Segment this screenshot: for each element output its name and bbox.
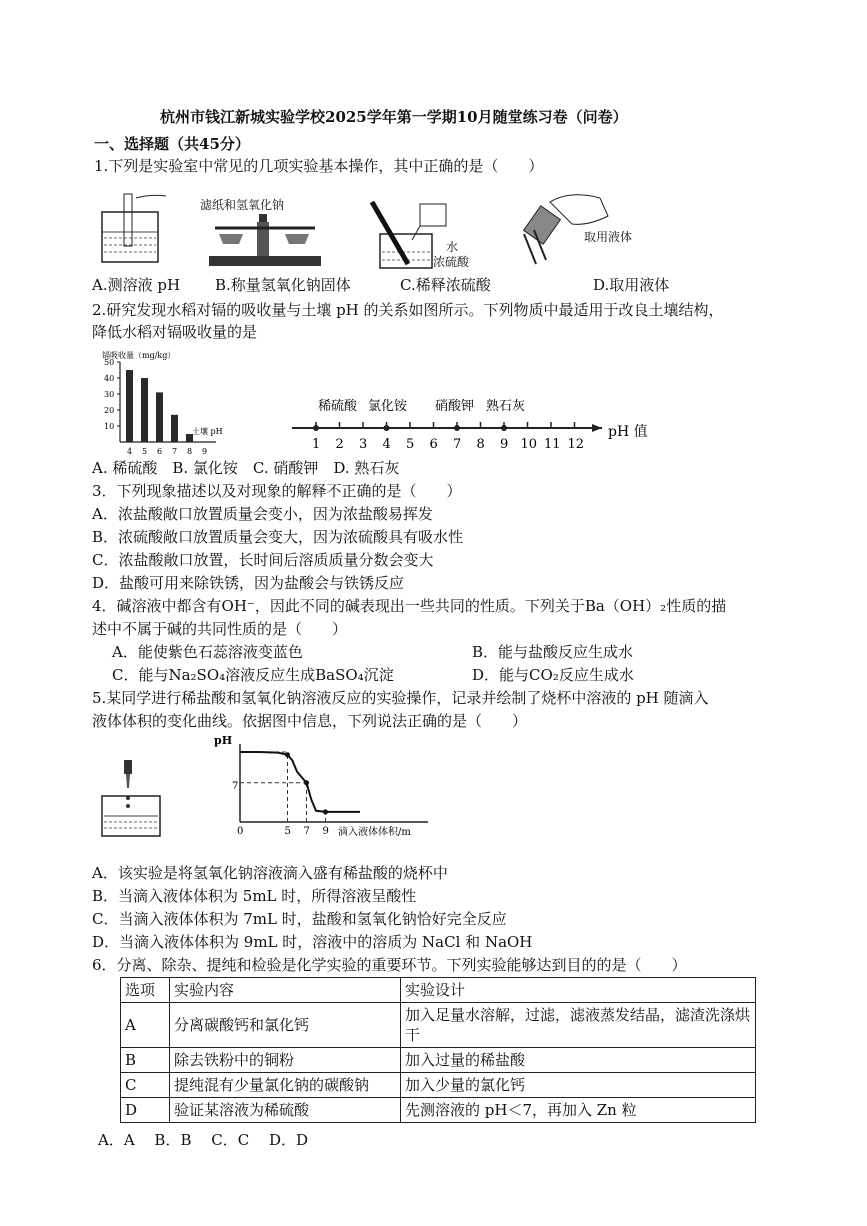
bar-chart-bar <box>171 415 178 442</box>
bar-chart-xtick-label: 4 <box>127 447 133 456</box>
ph-scale-label-2: 硝酸钾 <box>435 399 475 414</box>
line-chart-xtick-label: 0 <box>237 826 244 837</box>
q1-figure-c-label-acid: 浓硫酸 <box>433 255 470 269</box>
ph-scale-number: 5 <box>406 437 415 452</box>
table-cell: 验证某溶液为稀硫酸 <box>170 1098 401 1123</box>
table-cell: 加入少量的氯化钙 <box>401 1073 756 1098</box>
q1-figure-a <box>96 190 168 266</box>
q1-stem: 1.下列是实验室中常见的几项实验基本操作，其中正确的是（ ） <box>94 157 544 175</box>
table-cell: 先测溶液的 pH＜7，再加入 Zn 粒 <box>401 1098 756 1123</box>
q1-option-c: C.稀释浓硫酸 <box>400 276 491 294</box>
table-cell: B <box>121 1048 170 1073</box>
q4-stem-line2: 述中不属于碱的共同性质的是（ ） <box>92 620 348 638</box>
ph-scale-number: 3 <box>359 437 368 452</box>
q5-stem-line1: 5.某同学进行稀盐酸和氢氧化钠溶液反应的实验操作，记录并绘制了烧杯中溶液的 pH 随滴入 <box>92 689 709 707</box>
table-row <box>121 1003 756 1048</box>
q5-option-c: C．当滴入液体体积为 7mL 时，盐酸和氢氧化钠恰好完全反应 <box>92 910 507 928</box>
ph-scale-unit: pH 值 <box>608 424 648 440</box>
table-header-row <box>121 978 756 1003</box>
q3-stem: 3．下列现象描述以及对现象的解释不正确的是（ ） <box>92 482 462 500</box>
bar-chart-bar <box>141 378 148 442</box>
q3-option-a: A．浓盐酸敞口放置质量会变小，因为浓盐酸易挥发 <box>92 505 433 523</box>
line-chart-xtick-label: 9 <box>322 826 329 837</box>
bar-chart-xtick-label: 7 <box>172 447 178 456</box>
bar-chart-ytick-label: 40 <box>104 374 115 383</box>
line-chart-point <box>285 752 290 757</box>
q1-figure-c-label-water: 水 <box>446 240 459 254</box>
bar-chart-xlabel: 土壤 pH <box>192 427 223 436</box>
q5-option-d: D．当滴入液体体积为 9mL 时，溶液中的溶质为 NaCl 和 NaOH <box>92 933 533 951</box>
q1-figure-b <box>205 212 325 270</box>
q2-stem-line1: 2.研究发现水稻对镉的吸收量与土壤 pH 的关系如图所示。下列物质中最适用于改良土壤结构， <box>92 301 724 319</box>
q5-stem-line2: 液体体积的变化曲线。依据图中信息，下列说法正确的是（ ） <box>92 712 528 730</box>
bar-chart-ylabel: 镉吸收量（mg/kg） <box>102 351 176 360</box>
table-row <box>121 1048 756 1073</box>
ph-curve <box>240 752 360 812</box>
bar-chart-bar <box>156 392 163 442</box>
q5-option-b: B．当滴入液体体积为 5mL 时，所得溶液呈酸性 <box>92 887 417 905</box>
line-chart-xtick-label: 7 <box>303 826 310 837</box>
ph-scale-number: 10 <box>520 437 538 452</box>
table-row <box>121 1098 756 1123</box>
ph-scale-number: 8 <box>476 437 485 452</box>
table-cell: 加入足量水溶解，过滤，滤液蒸发结晶，滤渣洗涤烘干 <box>401 1003 756 1048</box>
ph-scale-number: 12 <box>567 437 585 452</box>
q3-option-b: B．浓硫酸敞口放置质量会变大，因为浓硫酸具有吸水性 <box>92 528 464 546</box>
q3-option-d: D．盐酸可用来除铁锈，因为盐酸会与铁锈反应 <box>92 574 405 592</box>
line-chart-ylabel: pH <box>214 734 233 747</box>
line-chart-xtick-label: 5 <box>284 826 291 837</box>
table-cell: A <box>121 1003 170 1048</box>
table-header-cell: 实验内容 <box>170 978 401 1003</box>
ph-titration-chart <box>212 732 452 840</box>
bar-chart-xtick-label: 5 <box>142 447 148 456</box>
q2-stem-line2: 降低水稻对镉吸收量的是 <box>92 323 258 341</box>
table-row <box>121 1073 756 1098</box>
line-chart-point <box>323 809 328 814</box>
ph-scale-label-0: 稀硫酸 <box>318 399 358 414</box>
ph-scale-point <box>501 425 507 431</box>
bar-chart-ytick-label: 10 <box>104 422 115 431</box>
ph-scale-number: 7 <box>453 437 462 452</box>
ph-scale-label-1: 氯化铵 <box>368 399 408 414</box>
table-cell: D <box>121 1098 170 1123</box>
q4-stem-line1: 4．碱溶液中都含有OH⁻，因此不同的碱表现出一些共同的性质。下列关于Ba（OH）₂性质的描 <box>92 597 727 615</box>
q5-beaker-figure <box>98 760 178 840</box>
bar-chart-xtick-label: 9 <box>202 447 208 456</box>
q4-option-c: C．能与Na₂SO₄溶液反应生成BaSO₄沉淀 <box>112 666 394 684</box>
q4-option-a: A．能使紫色石蕊溶液变蓝色 <box>112 643 303 661</box>
bar-chart-ytick-label: 50 <box>104 358 115 367</box>
bar-chart-bar <box>126 370 133 442</box>
line-chart-xlabel: 滴入液体体积/m <box>338 827 411 838</box>
q5-option-a: A．该实验是将氢氧化钠溶液滴入盛有稀盐酸的烧杯中 <box>92 864 448 882</box>
ph-scale-point <box>313 425 319 431</box>
ph-scale-number: 9 <box>500 437 509 452</box>
table-cell: 分离碳酸钙和氯化钙 <box>170 1003 401 1048</box>
table-header-cell: 选项 <box>121 978 170 1003</box>
q6-stem: 6．分离、除杂、提纯和检验是化学实验的重要环节。下列实验能够达到目的的是（ ） <box>92 956 687 974</box>
ph-scale-number: 4 <box>382 437 391 452</box>
q4-option-b: B．能与盐酸反应生成水 <box>472 643 634 661</box>
ph-scale-number: 6 <box>429 437 438 452</box>
bar-chart-xtick-label: 6 <box>157 447 163 456</box>
table-cell: 加入过量的稀盐酸 <box>401 1048 756 1073</box>
table-cell: 提纯混有少量氯化钠的碳酸钠 <box>170 1073 401 1098</box>
q1-option-a: A.测溶液 pH <box>92 276 181 294</box>
ph-scale <box>292 392 662 452</box>
q1-figure-d-label: 取用液体 <box>584 230 633 244</box>
table-cell: 除去铁粉中的铜粉 <box>170 1048 401 1073</box>
q3-option-c: C．浓盐酸敞口放置，长时间后溶质质量分数会变大 <box>92 551 434 569</box>
q6-table <box>120 977 756 1123</box>
line-chart-point <box>304 780 309 785</box>
bar-chart-xtick-label: 8 <box>187 447 193 456</box>
ph-scale-label-3: 熟石灰 <box>486 399 526 414</box>
ph-scale-number: 1 <box>312 437 321 452</box>
q1-figure-b-label: 滤纸和氢氧化钠 <box>200 198 285 212</box>
ph-scale-point <box>384 425 390 431</box>
q6-options: A．A B．B C．C D．D <box>98 1131 309 1149</box>
bar-chart-ytick-label: 30 <box>104 390 115 399</box>
q2-options: A. 稀硫酸 B. 氯化铵 C. 硝酸钾 D. 熟石灰 <box>92 459 400 477</box>
ph-scale-number: 11 <box>544 437 561 452</box>
q1-option-d: D.取用液体 <box>593 276 670 294</box>
line-chart-ytick-7: 7 <box>232 781 239 792</box>
table-header-cell: 实验设计 <box>401 978 756 1003</box>
q1-option-b: B.称量氢氧化钠固体 <box>215 276 351 294</box>
table-cell: C <box>121 1073 170 1098</box>
q4-option-d: D．能与CO₂反应生成水 <box>472 666 634 684</box>
cadmium-bar-chart <box>98 348 228 458</box>
page-title: 杭州市钱江新城实验学校2025学年第一学期10月随堂练习卷（问卷） <box>160 108 628 126</box>
bar-chart-ytick-label: 20 <box>104 406 115 415</box>
ph-scale-number: 2 <box>335 437 344 452</box>
ph-scale-point <box>454 425 460 431</box>
section-heading: 一、选择题（共45分） <box>94 135 250 153</box>
